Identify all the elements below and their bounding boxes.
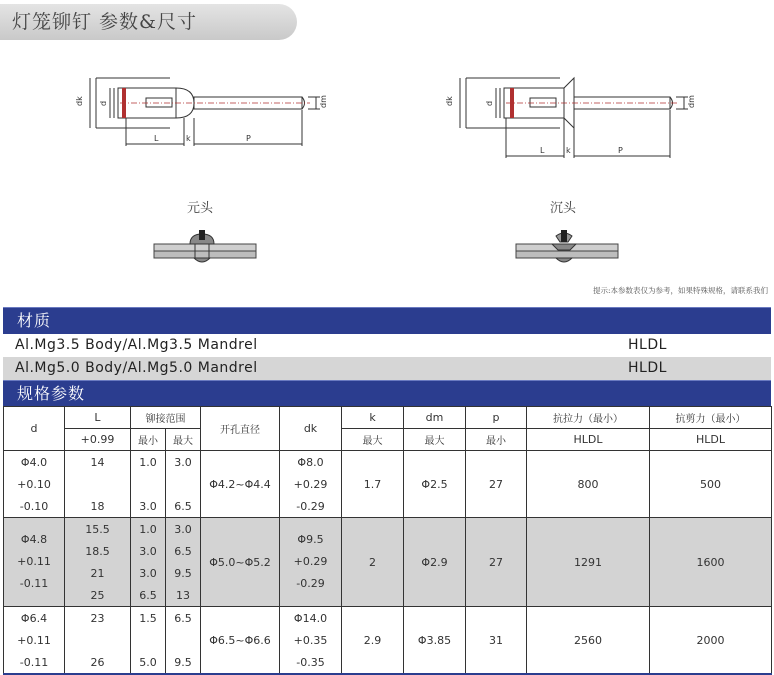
grip-min: 3.0 [131, 495, 166, 518]
countersunk-rivet-drawing [440, 70, 710, 160]
shear-value: 1600 [650, 518, 772, 607]
countersunk-caption: 沉头 [550, 201, 577, 216]
dk-label: dk [75, 96, 84, 106]
d-label: d [485, 100, 494, 106]
l-label: L [540, 146, 545, 155]
header-dm: dm [404, 407, 466, 429]
table-header-row [4, 407, 772, 429]
header-dk: dk [280, 407, 342, 451]
grip-max: 6.5 [166, 540, 201, 562]
d-value: Φ4.8 [20, 533, 48, 546]
d-tol-plus: +0.10 [4, 473, 65, 495]
hole-value: Φ6.5~Φ6.6 [201, 607, 280, 675]
dk-tol-minus: -0.29 [296, 577, 325, 590]
p-label: P [618, 146, 623, 155]
header-k: k [342, 407, 404, 429]
grip-max: 6.5 [166, 607, 201, 630]
dk-tol-plus: +0.29 [280, 473, 342, 495]
page-title: 灯笼铆钉 参数&尺寸 [0, 4, 297, 40]
p-value: 31 [466, 607, 527, 675]
material-code: HLDL [628, 360, 667, 376]
dm-value: Φ3.85 [404, 607, 466, 675]
d-tol-minus: -0.10 [4, 495, 65, 518]
hole-value: Φ4.2~Φ4.4 [201, 451, 280, 518]
dm-value: Φ2.5 [404, 451, 466, 518]
shear-value: 500 [650, 451, 772, 518]
d-value: Φ4.0 [4, 451, 65, 474]
k-label: k [186, 134, 191, 143]
tensile-value: 800 [527, 451, 650, 518]
countersunk-installed-icon [512, 228, 622, 270]
shear-value: 2000 [650, 607, 772, 675]
header-tensile-sub: HLDL [527, 429, 650, 451]
dk-value: Φ14.0 [280, 607, 342, 630]
header-l-tol: +0.99 [65, 429, 131, 451]
p-value: 27 [466, 451, 527, 518]
reference-note: 提示:本参数表仅为参考，如果特殊规格，请联系我们 [592, 286, 768, 295]
l-value: 18.5 [65, 540, 131, 562]
dk-tol-minus: -0.35 [280, 651, 342, 674]
dome-head-caption: 元头 [187, 201, 214, 216]
d-tol-plus: +0.11 [17, 555, 51, 568]
k-value: 2.9 [342, 607, 404, 675]
grip-min: 6.5 [131, 584, 166, 607]
l-label: L [154, 134, 159, 143]
grip-min: 1.5 [131, 607, 166, 630]
dm-label: dm [319, 95, 328, 108]
header-hole: 开孔直径 [201, 407, 280, 451]
grip-min: 5.0 [131, 651, 166, 674]
table-row [4, 518, 772, 541]
table-subheader-row [4, 429, 772, 451]
d-tol-plus: +0.11 [4, 629, 65, 651]
spec-table [3, 406, 772, 675]
tensile-value: 2560 [527, 607, 650, 675]
grip-max: 9.5 [166, 651, 201, 674]
hole-value: Φ5.0~Φ5.2 [201, 518, 280, 607]
table-row [4, 451, 772, 474]
l-value: 23 [65, 607, 131, 630]
material-row [3, 357, 771, 380]
l-value: 26 [65, 651, 131, 674]
spec-heading: 规格参数 [3, 380, 771, 407]
d-tol-minus: -0.11 [19, 577, 49, 590]
dk-tol-plus: +0.29 [293, 555, 328, 568]
grip-max: 3.0 [166, 518, 201, 541]
d-value: Φ6.4 [4, 607, 65, 630]
grip-max: 13 [166, 584, 201, 607]
l-value: 14 [65, 451, 131, 474]
p-value: 27 [466, 518, 527, 607]
header-grip: 铆接范围 [131, 407, 201, 429]
grip-min: 1.0 [131, 451, 166, 474]
k-value: 2 [342, 518, 404, 607]
material-name: Al.Mg3.5 Body/Al.Mg3.5 Mandrel [15, 337, 258, 353]
dk-value: Φ8.0 [280, 451, 342, 474]
d-label: d [99, 100, 108, 106]
table-row [4, 607, 772, 630]
dk-value: Φ9.5 [297, 533, 324, 546]
d-value-group [4, 518, 65, 607]
material-name: Al.Mg5.0 Body/Al.Mg5.0 Mandrel [15, 360, 258, 376]
l-value: 25 [65, 584, 131, 607]
dome-head-installed-icon [150, 228, 260, 270]
k-label: k [566, 146, 571, 155]
grip-min: 3.0 [131, 562, 166, 584]
materials-section [3, 307, 771, 407]
header-tensile: 抗拉力（最小） [527, 407, 650, 429]
l-value: 15.5 [65, 518, 131, 541]
material-code: HLDL [628, 337, 667, 353]
header-grip-max: 最大 [166, 429, 201, 451]
material-row [3, 334, 771, 357]
dm-label: dm [687, 95, 696, 108]
dk-tol-minus: -0.29 [280, 495, 342, 518]
dk-label: dk [445, 96, 454, 106]
header-grip-min: 最小 [131, 429, 166, 451]
grip-max: 6.5 [166, 495, 201, 518]
header-shear-sub: HLDL [650, 429, 772, 451]
header-d: d [4, 407, 65, 451]
header-k-sub: 最大 [342, 429, 404, 451]
header-l: L [65, 407, 131, 429]
header-p: p [466, 407, 527, 429]
dk-tol-plus: +0.35 [280, 629, 342, 651]
dome-head-rivet-drawing [70, 70, 340, 160]
grip-min: 3.0 [131, 540, 166, 562]
p-label: P [246, 134, 251, 143]
l-value: 21 [65, 562, 131, 584]
k-value: 1.7 [342, 451, 404, 518]
dk-value-group [280, 518, 342, 607]
tensile-value: 1291 [527, 518, 650, 607]
header-p-sub: 最小 [466, 429, 527, 451]
grip-max: 9.5 [166, 562, 201, 584]
grip-max: 3.0 [166, 451, 201, 474]
materials-heading: 材质 [3, 307, 771, 334]
header-shear: 抗剪力（最小） [650, 407, 772, 429]
dm-value: Φ2.9 [404, 518, 466, 607]
l-value: 18 [65, 495, 131, 518]
grip-min: 1.0 [131, 518, 166, 541]
d-tol-minus: -0.11 [4, 651, 65, 674]
header-dm-sub: 最大 [404, 429, 466, 451]
